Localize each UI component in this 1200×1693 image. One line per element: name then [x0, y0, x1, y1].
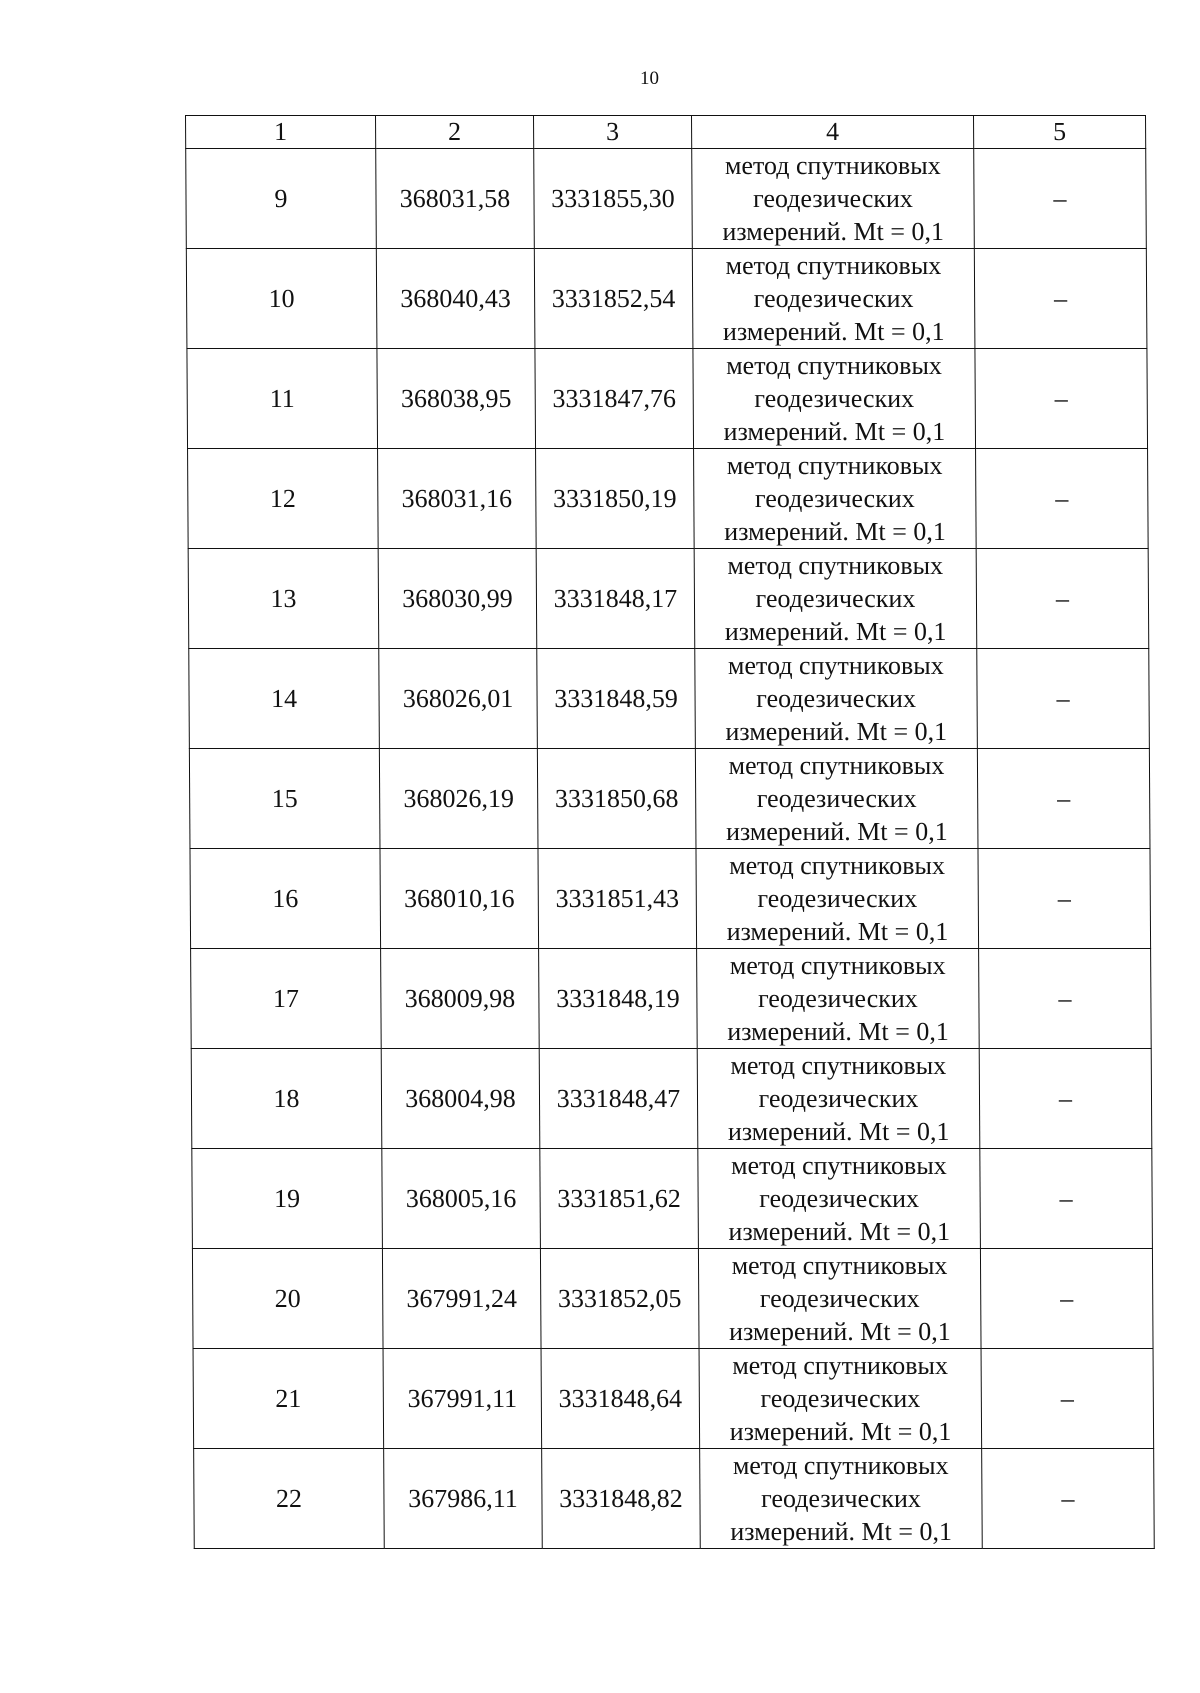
table-row [191, 949, 1152, 1049]
method-text-line: метод спутниковых [732, 1351, 949, 1380]
point-number-cell: 18 [191, 1049, 382, 1149]
y-coordinate-cell: 3331848,59 [537, 649, 696, 749]
point-number-cell: 16 [190, 849, 381, 949]
method-text-line: измерений. Mt = 0,1 [722, 217, 945, 246]
method-text-line: геодезических [759, 1184, 920, 1213]
method-cell [697, 1049, 980, 1149]
table-row [189, 749, 1150, 849]
method-text-line: измерений. Mt = 0,1 [729, 1417, 952, 1446]
column-header-4: 4 [692, 116, 974, 149]
method-text-line: геодезических [753, 284, 914, 313]
method-cell [694, 449, 977, 549]
y-coordinate-cell: 3331852,05 [540, 1249, 699, 1349]
y-coordinate-cell: 3331855,30 [534, 149, 693, 249]
method-cell [698, 1249, 981, 1349]
method-text-line: геодезических [757, 984, 918, 1013]
y-coordinate-cell: 3331852,54 [534, 249, 693, 349]
x-coordinate-cell: 368004,98 [381, 1049, 540, 1149]
table-row [192, 1149, 1153, 1249]
method-text-line: метод спутниковых [726, 451, 943, 480]
method-text-line: геодезических [757, 884, 918, 913]
column-header-1: 1 [186, 116, 376, 149]
x-coordinate-cell: 368009,98 [381, 949, 540, 1049]
method-cell [698, 1149, 981, 1249]
method-text-line: измерений. Mt = 0,1 [726, 917, 949, 946]
column-5-cell: – [982, 1449, 1155, 1549]
method-text-line: геодезических [759, 1284, 920, 1313]
method-text-line: геодезических [760, 1484, 921, 1513]
y-coordinate-cell: 3331848,47 [539, 1049, 698, 1149]
column-5-cell: – [979, 1049, 1152, 1149]
point-number-cell: 15 [189, 749, 380, 849]
method-text-line: геодезических [760, 1384, 921, 1413]
point-number-cell: 14 [189, 649, 380, 749]
column-5-cell: – [977, 749, 1150, 849]
method-text-line: метод спутниковых [729, 951, 946, 980]
table-row [193, 1349, 1154, 1449]
method-text-line: метод спутниковых [726, 351, 942, 380]
table-row [186, 149, 1147, 249]
y-coordinate-cell: 3331851,43 [538, 849, 697, 949]
x-coordinate-cell: 368031,58 [376, 149, 535, 249]
table-row [186, 249, 1147, 349]
coordinates-table [185, 115, 1155, 1549]
method-text-line: метод спутниковых [727, 651, 944, 680]
method-text-line: геодезических [756, 784, 917, 813]
column-5-cell: – [976, 449, 1149, 549]
x-coordinate-cell: 368040,43 [376, 249, 535, 349]
x-coordinate-cell: 367991,11 [383, 1349, 542, 1449]
method-text-line: геодезических [758, 1084, 919, 1113]
method-cell [692, 249, 975, 349]
column-header-3: 3 [534, 116, 692, 149]
point-number-cell: 20 [192, 1249, 383, 1349]
method-text-line: измерений. Mt = 0,1 [724, 617, 947, 646]
method-cell [697, 949, 980, 1049]
table-row [194, 1449, 1155, 1549]
y-coordinate-cell: 3331848,19 [539, 949, 698, 1049]
method-text-line: геодезических [754, 384, 915, 413]
method-text-line: измерений. Mt = 0,1 [728, 1217, 951, 1246]
method-text-line: измерений. Mt = 0,1 [730, 1517, 953, 1546]
table-row [192, 1249, 1153, 1349]
y-coordinate-cell: 3331848,17 [536, 549, 695, 649]
method-text-line: метод спутниковых [729, 851, 946, 880]
x-coordinate-cell: 367986,11 [384, 1449, 543, 1549]
x-coordinate-cell: 368030,99 [378, 549, 537, 649]
table-row [188, 549, 1149, 649]
column-5-cell: – [979, 949, 1152, 1049]
point-number-cell: 12 [188, 449, 379, 549]
x-coordinate-cell: 367991,24 [382, 1249, 541, 1349]
method-text-line: измерений. Mt = 0,1 [727, 1017, 949, 1046]
point-number-cell: 10 [186, 249, 377, 349]
x-coordinate-cell: 368038,95 [377, 349, 536, 449]
method-text-line: геодезических [753, 184, 913, 213]
point-number-cell: 19 [192, 1149, 383, 1249]
x-coordinate-cell: 368026,01 [379, 649, 538, 749]
y-coordinate-cell: 3331847,76 [535, 349, 694, 449]
method-text-line: геодезических [755, 584, 916, 613]
method-text-line: метод спутниковых [732, 1451, 949, 1480]
method-text-line: геодезических [756, 684, 917, 713]
column-5-cell: – [977, 649, 1150, 749]
y-coordinate-cell: 3331848,64 [541, 1349, 700, 1449]
table-row [189, 649, 1150, 749]
x-coordinate-cell: 368026,19 [379, 749, 538, 849]
method-cell [692, 149, 975, 249]
column-5-cell: – [978, 849, 1151, 949]
method-text-line: измерений. Mt = 0,1 [725, 817, 948, 846]
method-cell [700, 1449, 983, 1549]
method-text-line: метод спутниковых [731, 1251, 948, 1280]
method-text-line: измерений. Mt = 0,1 [722, 317, 945, 346]
method-text-line: метод спутниковых [727, 551, 944, 580]
method-cell [696, 849, 979, 949]
x-coordinate-cell: 368031,16 [378, 449, 537, 549]
y-coordinate-cell: 3331850,19 [536, 449, 695, 549]
column-5-cell: – [980, 1149, 1153, 1249]
column-5-cell: – [974, 149, 1147, 249]
method-cell [695, 649, 978, 749]
method-text-line: метод спутниковых [725, 251, 942, 280]
table-row [187, 349, 1148, 449]
column-5-cell: – [974, 249, 1147, 349]
y-coordinate-cell: 3331850,68 [537, 749, 696, 849]
table-row [190, 849, 1151, 949]
page-number: 10 [640, 68, 659, 89]
point-number-cell: 13 [188, 549, 379, 649]
x-coordinate-cell: 368005,16 [382, 1149, 541, 1249]
column-5-cell: – [980, 1249, 1153, 1349]
method-text-line: измерений. Mt = 0,1 [725, 717, 948, 746]
column-header-5: 5 [974, 116, 1146, 149]
y-coordinate-cell: 3331848,82 [542, 1449, 701, 1549]
table-header-row [186, 116, 1146, 149]
method-cell [695, 749, 978, 849]
method-text-line: метод спутниковых [730, 1151, 947, 1180]
method-cell [693, 349, 976, 449]
method-text-line: измерений. Mt = 0,1 [723, 417, 946, 446]
table-row [188, 449, 1149, 549]
method-text-line: метод спутниковых [728, 751, 945, 780]
point-number-cell: 22 [194, 1449, 385, 1549]
point-number-cell: 21 [193, 1349, 384, 1449]
method-text-line: измерений. Mt = 0,1 [724, 517, 946, 546]
column-header-2: 2 [376, 116, 534, 149]
column-5-cell: – [981, 1349, 1154, 1449]
table-row [191, 1049, 1152, 1149]
method-text-line: метод спутниковых [730, 1051, 947, 1080]
point-number-cell: 9 [186, 149, 377, 249]
method-text-line: геодезических [754, 484, 915, 513]
method-cell [694, 549, 977, 649]
method-text-line: метод спутниковых [724, 151, 941, 180]
method-text-line: измерений. Mt = 0,1 [727, 1117, 950, 1146]
y-coordinate-cell: 3331851,62 [540, 1149, 699, 1249]
x-coordinate-cell: 368010,16 [380, 849, 539, 949]
method-text-line: измерений. Mt = 0,1 [729, 1317, 951, 1346]
column-5-cell: – [975, 349, 1148, 449]
point-number-cell: 11 [187, 349, 378, 449]
method-cell [699, 1349, 982, 1449]
point-number-cell: 17 [191, 949, 382, 1049]
column-5-cell: – [976, 549, 1149, 649]
table-body [186, 149, 1155, 1549]
